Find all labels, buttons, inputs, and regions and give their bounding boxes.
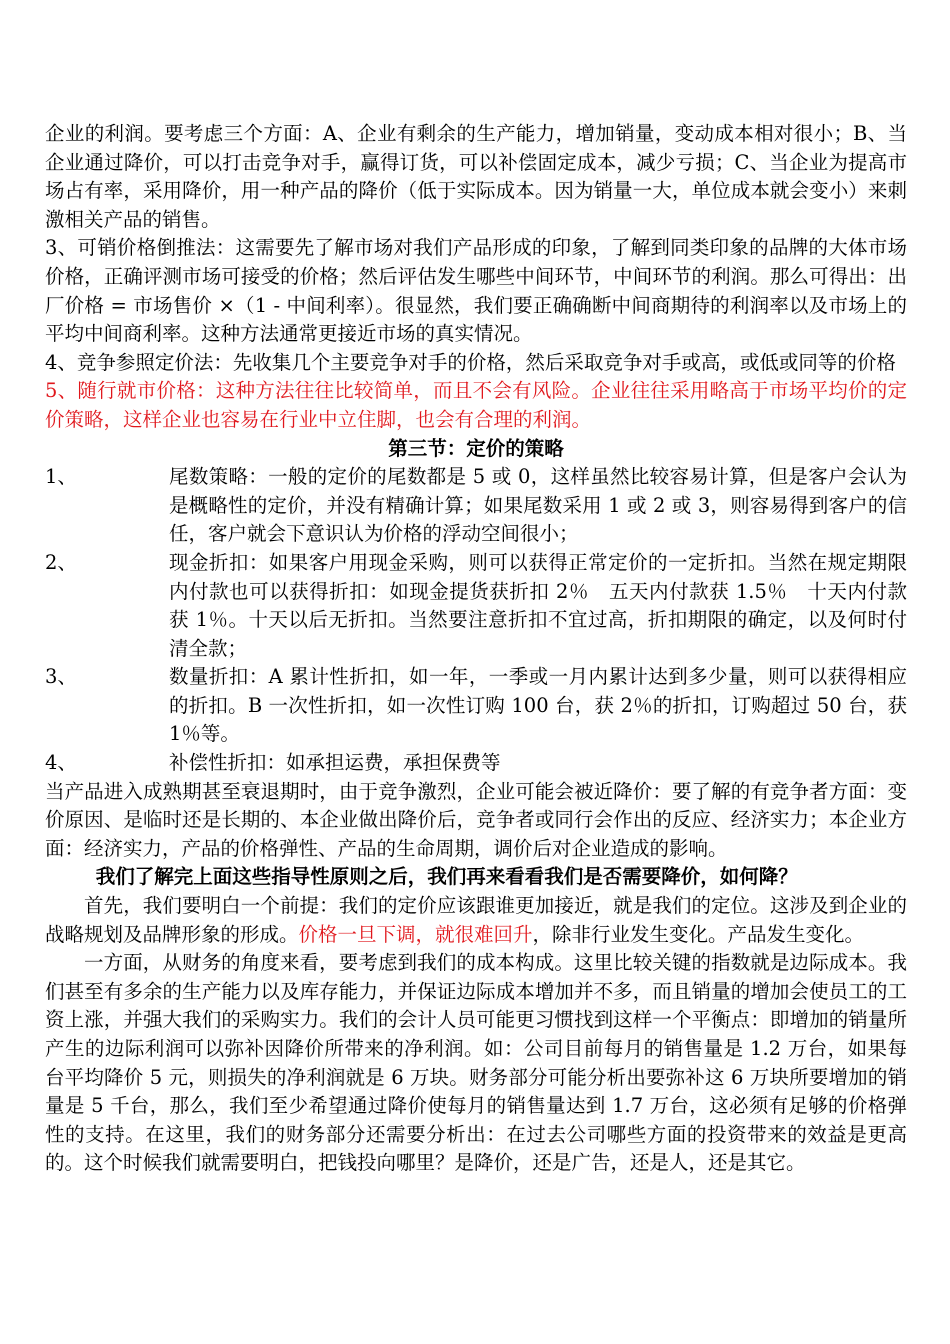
strategy-item: [45, 463, 907, 549]
strategy-text: 补偿性折扣：如承担运费，承担保费等: [169, 751, 501, 775]
strategy-item: [45, 749, 907, 778]
strategy-text: 现金折扣：如果客户用现金采购，则可以获得正常定价的一定折扣。当然在规定期限内付款也可以获得折扣：如现金提货获折扣 2％ 五天内付款获 1.5％ 十天内付款获 1％。十天以后无折扣。当然要注意折扣不宜过高，折扣期限的确定，以及何时付清全款；: [169, 550, 907, 660]
strategy-text: 数量折扣：A 累计性折扣，如一年，一季或一月内累计达到多少量，则可以获得相应的折扣。B 一次性折扣，如一次性订购 100 台，获 2％的折扣，订购超过 50 台，获 1％等。: [169, 665, 907, 746]
strategy-item: [45, 663, 907, 749]
paragraph-competitive-pricing: 4、竞争参照定价法：先收集几个主要竞争对手的价格，然后采取竞争对手或高，或低或同等的价格: [45, 350, 896, 374]
strategy-number: 4、: [45, 751, 77, 775]
strategy-number: 1、: [45, 465, 77, 489]
positioning-text-b: ，除非行业发生变化。产品发生变化。: [532, 922, 865, 946]
paragraph-pricing-considerations: 企业的利润。要考虑三个方面：A、企业有剩余的生产能力，增加销量，变动成本相对很小；B、当企业通过降价，可以打击竞争对手，赢得订货，可以补偿固定成本，减少亏损；C、当企业为提高市场占有率，采用降价，用一种产品的降价（低于实际成本。因为销量一大，单位成本就会变小）来刺激相关产品的销售。: [45, 122, 907, 231]
paragraph-key-question: 我们了解完上面这些指导性原则之后，我们再来看看我们是否需要降价，如何降？: [95, 865, 798, 889]
paragraph-reverse-pricing: 3、可销价格倒推法：这需要先了解市场对我们产品形成的印象，了解到同类印象的品牌的大体市场价格，正确评测市场可接受的价格；然后评估发生哪些中间环节，中间环节的利润。那么可得出：出厂价格 = 市场售价 ×（1 - 中间利率）。很显然，我们要正确确断中间商期待的利润率以及市场上的平均中间商利率。这种方法通常更接近市场的真实情况。: [45, 236, 907, 346]
strategy-number: 2、: [45, 550, 77, 574]
positioning-text-a: 首先，我们要明白一个前提：我们的定价应该跟谁更加接近，就是我们的定位。这涉及到企业的战略规划及品牌形象的形成。: [45, 894, 907, 946]
strategy-item: [45, 549, 907, 663]
strategy-text: 尾数策略：一般的定价的尾数都是 5 或 0，这样虽然比较容易计算，但是客户会认为是概略性的定价，并没有精确计算；如果尾数采用 1 或 2 或 3，则容易得到客户的信任，客户就会下意识认为价格的浮动空间很小；: [169, 465, 907, 546]
paragraph-mature-stage: 当产品进入成熟期甚至衰退期时，由于竞争激烈，企业可能会被近降价：要了解的有竞争者方面：变价原因、是临时还是长期的、本企业做出降价后，竞争者或同行会作出的反应、经济实力；本企业方面：经济实力，产品的价格弹性、产品的生命周期，调价后对企业造成的影响。: [45, 779, 907, 860]
strategy-number: 3、: [45, 665, 77, 689]
paragraph-financial-analysis: 一方面，从财务的角度来看，要考虑到我们的成本构成。这里比较关键的指数就是边际成本。我们甚至有多余的生产能力以及库存能力，并保证边际成本增加并不多，而且销量的增加会使员工的工资上涨，并强大我们的采购实力。我们的会计人员可能更习惯找到这样一个平衡点：即增加的销量所产生的边际利润可以弥补因降价所带来的净利润。如：公司目前每月的销售量是 1.2 万台，如果每台平均降价 5 元，则损失的净利润就是 6 万块。财务部分可能分析出要弥补这 6 万块所要增加的销量是 5 千台，那么，我们至少希望通过降价使每月的销售量达到 1.7 万台，这必须有足够的价格弹性的支持。在这里，我们的财务部分还需要分析出：在过去公司哪些方面的投资带来的效益是更高的。这个时候我们就需要明白，把钱投向哪里？是降价，还是广告，还是人，还是其它。: [45, 951, 907, 1175]
paragraph-positioning: [45, 892, 907, 949]
paragraph-market-pricing: 5、随行就市价格：这种方法往往比较简单，而且不会有风险。企业往往采用略高于市场平均价的定价策略，这样企业也容易在行业中立住脚，也会有合理的利润。: [45, 379, 907, 431]
positioning-highlight: 价格一旦下调，就很难回升: [298, 922, 533, 946]
document-body: [45, 120, 907, 1178]
section-heading: 第三节：定价的策略: [388, 436, 564, 460]
